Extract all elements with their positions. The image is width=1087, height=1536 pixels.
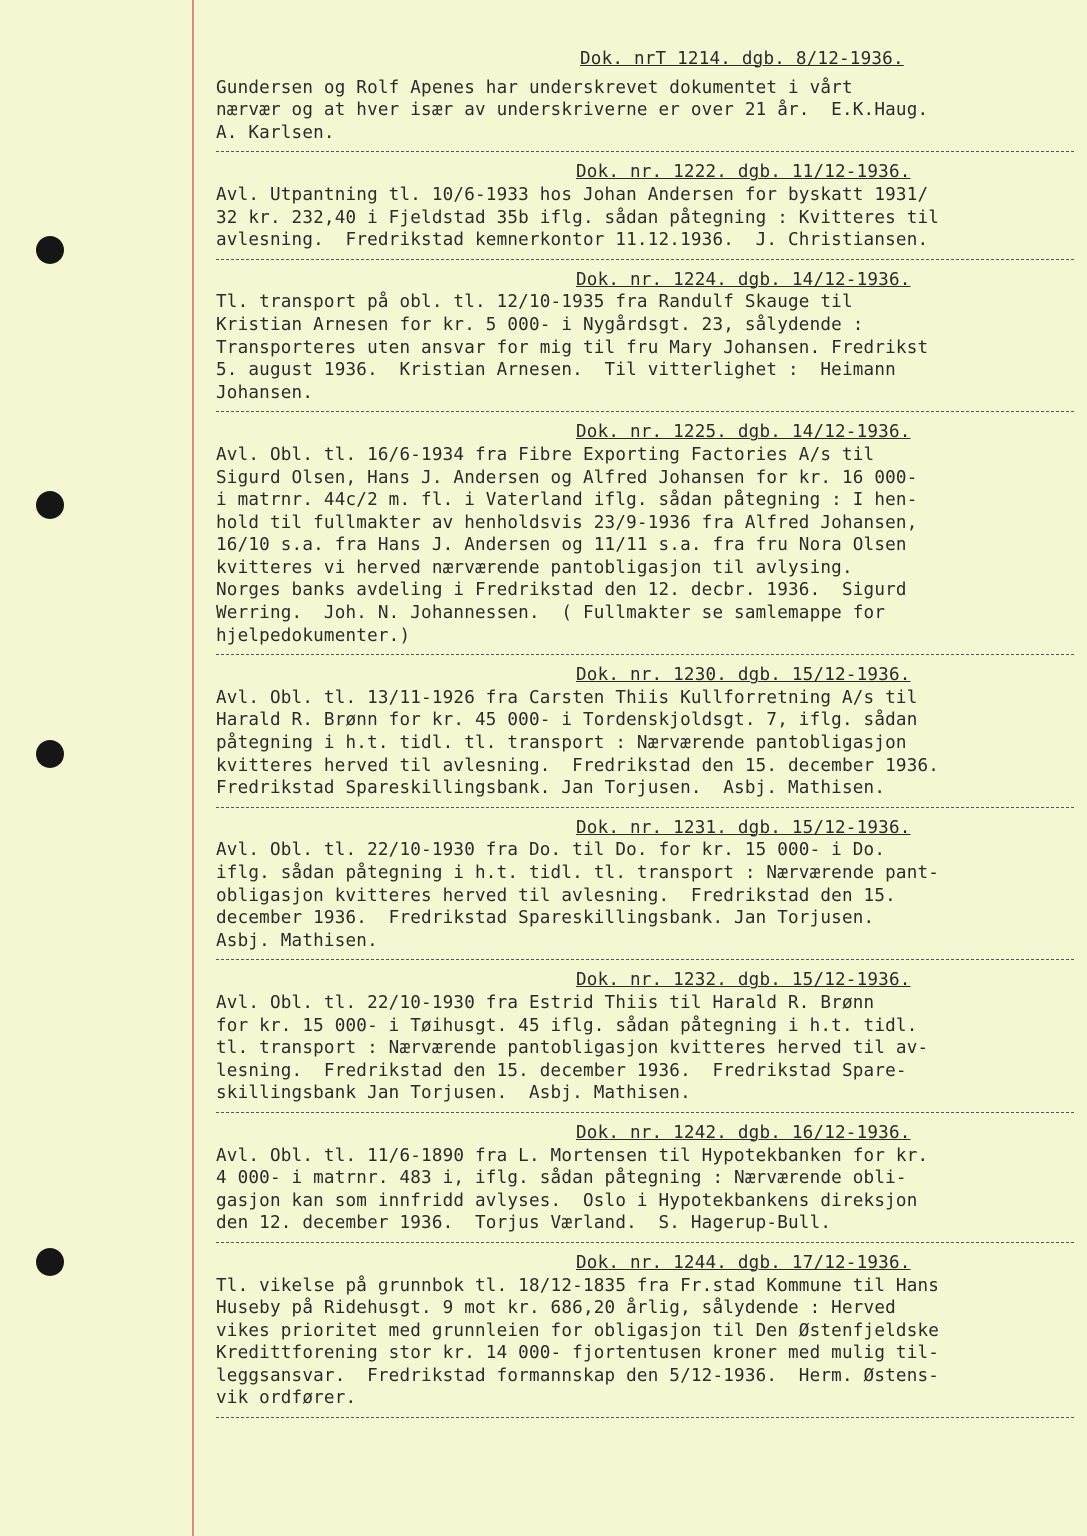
entry-block: [216, 1122, 1074, 1235]
entry-separator: [216, 1417, 1074, 1421]
entry-line: hjelpedokumenter.): [216, 625, 411, 646]
entry-line: 32 kr. 232,40 i Fjeldstad 35b iflg. sådan påtegning : Kvitteres til: [216, 207, 940, 228]
entry-separator: [216, 959, 1074, 963]
entry-line: for kr. 15 000- i Tøihusgt. 45 iflg. sådan påtegning i h.t. tidl.: [216, 1015, 918, 1036]
entry-header: Dok. nr. 1230. dgb. 15/12-1936.: [576, 665, 911, 686]
entry-block: [216, 817, 1074, 953]
intro-line: nærvær og at hver især av underskriverne er over 21 år. E.K.Haug.: [216, 100, 929, 121]
document-body: [216, 48, 1074, 1427]
entry-header: Dok. nr. 1242. dgb. 16/12-1936.: [576, 1122, 911, 1143]
entry-line: avlesning. Fredrikstad kemnerkontor 11.12.1936. J. Christiansen.: [216, 230, 929, 251]
entry-line: Avl. Obl. tl. 22/10-1930 fra Estrid Thiis til Harald R. Brønn: [216, 992, 875, 1013]
punch-hole: [36, 236, 64, 264]
intro-block: [216, 77, 1074, 145]
entry-block: [216, 1252, 1074, 1410]
entry-line: Johansen.: [216, 382, 314, 403]
entry-block: [216, 161, 1074, 251]
entry-line: Tl. transport på obl. tl. 12/10-1935 fra Randulf Skauge til: [216, 292, 853, 313]
entry-line: Norges banks avdeling i Fredrikstad den 12. decbr. 1936. Sigurd: [216, 580, 907, 601]
entry-separator: [216, 151, 1074, 155]
entry-header: Dok. nr. 1225. dgb. 14/12-1936.: [576, 422, 911, 443]
entry-header: Dok. nr. 1224. dgb. 14/12-1936.: [576, 269, 911, 290]
entry-line: Avl. Obl. tl. 22/10-1930 fra Do. til Do. for kr. 15 000- i Do.: [216, 840, 886, 861]
entries-list: [216, 151, 1074, 1421]
entry-line: vikes prioritet med grunnleien for obligasjon til Den Østenfjeldske: [216, 1320, 940, 1341]
entry-separator: [216, 259, 1074, 263]
entry-block: [216, 664, 1074, 800]
entry-line: påtegning i h.t. tidl. tl. transport : Nærværende pantobligasjon: [216, 733, 907, 754]
entry-line: skillingsbank Jan Torjusen. Asbj. Mathisen.: [216, 1083, 691, 1104]
entry-line: Fredrikstad Spareskillingsbank. Jan Torjusen. Asbj. Mathisen.: [216, 778, 886, 799]
entry-line: Avl. Obl. tl. 11/6-1890 fra L. Mortensen til Hypotekbanken for kr.: [216, 1145, 929, 1166]
entry-block: [216, 421, 1074, 647]
entry-line: Transporteres uten ansvar for mig til fru Mary Johansen. Fredrikst: [216, 337, 929, 358]
entry-line: Avl. Obl. tl. 13/11-1926 fra Carsten Thiis Kullforretning A/s til: [216, 687, 918, 708]
entry-header: Dok. nr. 1222. dgb. 11/12-1936.: [576, 162, 911, 183]
intro-line: Gundersen og Rolf Apenes har underskrevet dokumentet i vårt: [216, 77, 853, 98]
intro-line: A. Karlsen.: [216, 122, 335, 143]
entry-separator: [216, 1242, 1074, 1246]
entry-line: gasjon kan som innfridd avlyses. Oslo i Hypotekbankens direksjon: [216, 1190, 918, 1211]
entry-header: Dok. nr. 1231. dgb. 15/12-1936.: [576, 817, 911, 838]
entry-separator: [216, 654, 1074, 658]
punch-hole: [36, 740, 64, 768]
entry-line: december 1936. Fredrikstad Spareskillingsbank. Jan Torjusen.: [216, 908, 875, 929]
entry-line: leggsansvar. Fredrikstad formannskap den 5/12-1936. Herm. Østens-: [216, 1365, 940, 1386]
entry-block: [216, 969, 1074, 1105]
entry-line: lesning. Fredrikstad den 15. december 1936. Fredrikstad Spare-: [216, 1060, 907, 1081]
punch-hole: [36, 491, 64, 519]
entry-line: Tl. vikelse på grunnbok tl. 18/12-1835 fra Fr.stad Kommune til Hans: [216, 1275, 940, 1296]
entry-line: 5. august 1936. Kristian Arnesen. Til vitterlighet : Heimann: [216, 360, 896, 381]
entry-separator: [216, 411, 1074, 415]
entry-line: Sigurd Olsen, Hans J. Andersen og Alfred Johansen for kr. 16 000-: [216, 467, 918, 488]
entry-line: obligasjon kvitteres herved til avlesning. Fredrikstad den 15.: [216, 885, 896, 906]
entry-line: Kristian Arnesen for kr. 5 000- i Nygårdsgt. 23, sålydende :: [216, 314, 864, 335]
entry-line: kvitteres vi herved nærværende pantobligasjon til avlysing.: [216, 557, 853, 578]
entry-line: iflg. sådan påtegning i h.t. tidl. tl. transport : Nærværende pant-: [216, 863, 940, 883]
entry-separator: [216, 807, 1074, 811]
entry-line: hold til fullmakter av henholdsvis 23/9-1936 fra Alfred Johansen,: [216, 512, 918, 533]
entry-line: Asbj. Mathisen.: [216, 930, 378, 951]
entry-line: Avl. Obl. tl. 16/6-1934 fra Fibre Exporting Factories A/s til: [216, 444, 875, 465]
entry-line: kvitteres herved til avlesning. Fredrikstad den 15. december 1936.: [216, 755, 940, 776]
page-header: Dok. nrT 1214. dgb. 8/12-1936.: [580, 49, 904, 69]
entry-line: Avl. Utpantning tl. 10/6-1933 hos Johan Andersen for byskatt 1931/: [216, 184, 929, 205]
entry-line: Harald R. Brønn for kr. 45 000- i Tordenskjoldsgt. 7, iflg. sådan: [216, 710, 918, 731]
punch-hole: [36, 1248, 64, 1276]
entry-block: [216, 269, 1074, 405]
entry-separator: [216, 1112, 1074, 1116]
entry-header: Dok. nr. 1232. dgb. 15/12-1936.: [576, 970, 911, 991]
entry-line: tl. transport : Nærværende pantobligasjon kvitteres herved til av-: [216, 1038, 929, 1059]
entry-header: Dok. nr. 1244. dgb. 17/12-1936.: [576, 1252, 911, 1273]
entry-line: 4 000- i matrnr. 483 i, iflg. sådan påtegning : Nærværende obli-: [216, 1168, 907, 1189]
entry-line: 16/10 s.a. fra Hans J. Andersen og 11/11 s.a. fra fru Nora Olsen: [216, 535, 907, 556]
entry-line: vik ordfører.: [216, 1388, 357, 1409]
entry-line: Kredittforening stor kr. 14 000- fjortentusen kroner med mulig til-: [216, 1343, 940, 1364]
entry-line: Huseby på Ridehusgt. 9 mot kr. 686,20 årlig, sålydende : Herved: [216, 1298, 896, 1319]
margin-rule: [192, 0, 194, 1536]
entry-line: den 12. december 1936. Torjus Værland. S. Hagerup-Bull.: [216, 1213, 832, 1234]
entry-line: i matrnr. 44c/2 m. fl. i Vaterland iflg. sådan påtegning : I hen-: [216, 490, 918, 511]
entry-line: Werring. Joh. N. Johannessen. ( Fullmakter se samlemappe for: [216, 603, 886, 624]
